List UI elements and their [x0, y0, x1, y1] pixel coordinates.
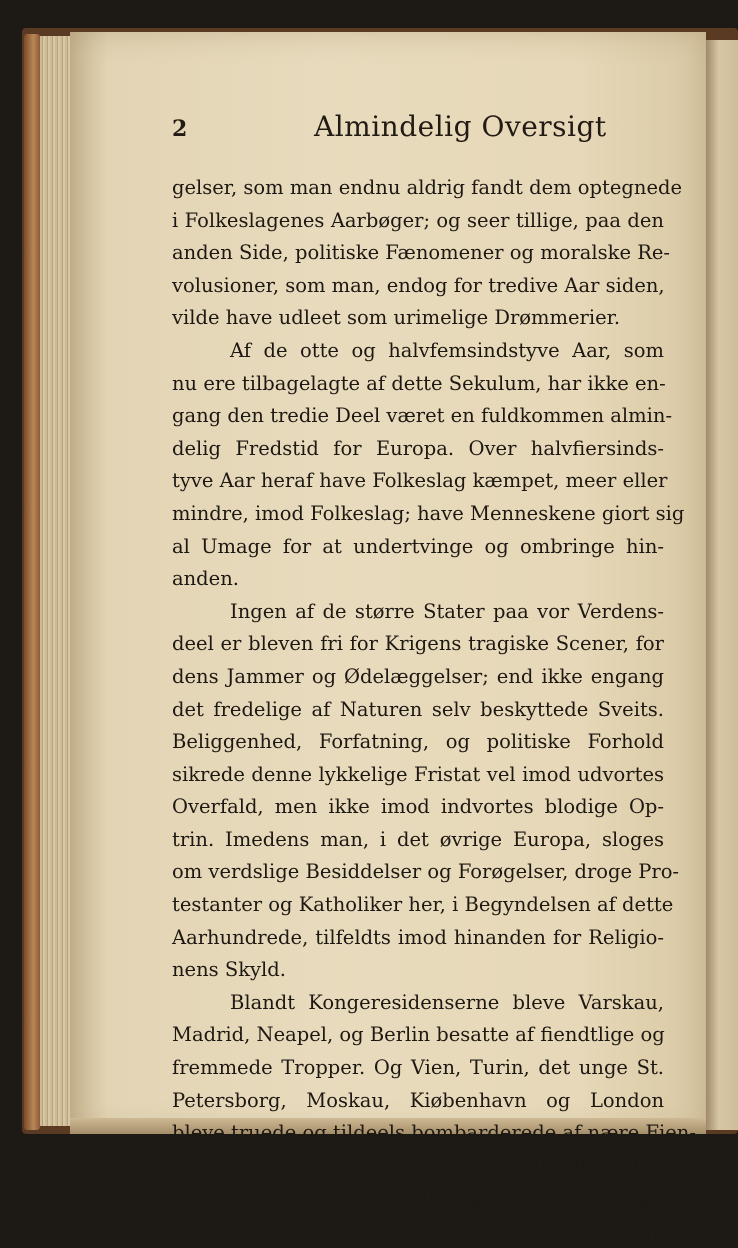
text-line: Aarhundrede, tilfeldts imod hinanden for Religio-	[172, 925, 664, 949]
page-stack-edges	[40, 36, 74, 1126]
text-line: gelser, som man endnu aldrig fandt dem optegnede	[172, 176, 683, 199]
text-line: volusioner, som man, endog for tredive Aar siden,	[172, 273, 665, 297]
running-head: Almindelig Oversigt	[314, 110, 607, 143]
page-header	[172, 110, 652, 150]
text-line: i Folkeslagenes Aarbøger; og seer tillige, paa den	[172, 208, 664, 232]
text-line: tyve Aar heraf have Folkeslag kæmpet, meer eller	[172, 469, 668, 493]
text-line: mindre, imod Folkeslag; have Menneskene giort sig	[172, 501, 685, 525]
text-line: nens Skyld.	[172, 958, 286, 982]
text-line: nu ere tilbagelagte af dette Sekulum, har ikke en-	[172, 371, 666, 395]
text-line: Petersborg, Moskau, Kiøbenhavn og London	[172, 1088, 664, 1112]
text-line: gang den tredie Deel været en fuldkommen almin-	[172, 404, 673, 428]
text-line: deel er bleven fri for Krigens tragiske Scener, for	[172, 632, 664, 656]
text-line: eneste, som en Fiende, efter igientagne og frugt-	[172, 1186, 664, 1210]
page-number: 2	[172, 116, 188, 142]
text-line: om verdslige Besiddelser og Forøgelser, droge Pro-	[172, 860, 680, 884]
text-line: dens Jammer og Ødelæggelser; end ikke engang	[172, 664, 664, 688]
text-line: det fredelige af Naturen selv beskyttede Sveits.	[172, 697, 664, 721]
text-line: Ingen af de større Stater paa vor Verdens-	[230, 599, 664, 623]
catchword: rige	[624, 1219, 664, 1242]
text-line: anden Side, politiske Fænomener og moralske Re-	[172, 241, 671, 265]
cover-edge	[24, 34, 40, 1130]
text-line: Madrid, Neapel, og Berlin besatte af fiendtlige og	[172, 1023, 665, 1047]
text-line: fremmede Tropper. Og Vien, Turin, det unge St.	[172, 1056, 664, 1080]
text-line: vilde have udleet som urimelige Drømmerier.	[172, 306, 621, 330]
text-line: Af de otte og halvfemsindstyve Aar, som	[230, 338, 664, 362]
text-line: Beliggenhed, Forfatning, og politiske Forhold	[172, 730, 664, 754]
text-line: trin. Imedens man, i det øvrige Europa, sloges	[172, 827, 664, 851]
facing-page-edge	[706, 40, 738, 1130]
text-line: Blandt Kongeresidenserne bleve Varskau,	[230, 990, 664, 1014]
text-line: anden.	[172, 567, 239, 591]
text-line: testanter og Katholiker her, i Begyndelsen af dette	[172, 893, 674, 917]
body-text	[172, 172, 696, 1248]
text-line: delig Fredstid for Europa. Over halvfiersinds-	[172, 436, 664, 460]
text-line: Overfald, men ikke imod indvortes blodige Op-	[172, 795, 664, 819]
text-line: sikrede denne lykkelige Fristat vel imod udvortes	[172, 762, 664, 786]
text-line: der. Blandt Fæstningerne var Gibraltar den	[172, 1153, 664, 1177]
text-line: al Umage for at undertvinge og ombringe hin-	[172, 534, 664, 558]
text-line: bleve truede og tildeels bombarderede af nære Fien-	[172, 1121, 696, 1145]
